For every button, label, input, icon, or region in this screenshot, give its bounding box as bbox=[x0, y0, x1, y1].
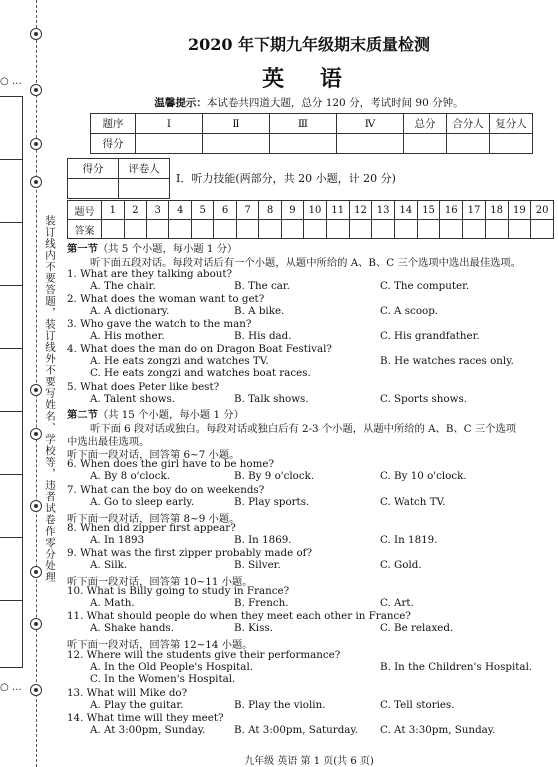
question-stem: 8. When did zipper first appear? bbox=[67, 522, 236, 534]
binding-hole-icon bbox=[30, 176, 42, 188]
exam-tip bbox=[64, 95, 554, 110]
question-number-cell: 11 bbox=[326, 201, 349, 220]
answer-cell[interactable] bbox=[102, 220, 124, 239]
option-c[interactable]: C. Sports shows. bbox=[380, 393, 468, 405]
option-a[interactable]: A. In the Old People's Hospital. bbox=[90, 661, 254, 673]
question-stem: 13. What will Mike do? bbox=[67, 687, 188, 699]
section1-instruction: 听下面五段对话。每段对话后有一个小题，从题中所给的 A、B、C 三个选项中选出最佳选项。 bbox=[90, 257, 522, 269]
question-stem: 7. What can the boy do on weekends? bbox=[67, 484, 265, 496]
question-number-cell: 17 bbox=[463, 201, 486, 220]
option-a[interactable]: A. Go to sleep early. bbox=[90, 496, 195, 508]
score-header: 合分人 bbox=[447, 114, 490, 134]
subject-title: 英 语 bbox=[262, 66, 356, 92]
option-c[interactable]: C. By 10 o'clock. bbox=[380, 470, 467, 482]
section2-note: （共 15 个小题，每小题 1 分） bbox=[97, 409, 244, 421]
answer-cell[interactable] bbox=[214, 220, 236, 239]
question-number-cell: 13 bbox=[372, 201, 395, 220]
question-stem: 4. What does the man do on Dragon Boat Festival? bbox=[67, 343, 332, 355]
question-number-cell: 9 bbox=[281, 201, 303, 220]
question-number-cell: 12 bbox=[349, 201, 372, 220]
answer-cell[interactable] bbox=[531, 220, 554, 239]
option-a[interactable]: A. In 1893 bbox=[90, 534, 145, 546]
binding-margin bbox=[0, 0, 62, 767]
score-table bbox=[90, 113, 533, 154]
option-a[interactable]: A. Play the guitar. bbox=[90, 699, 184, 711]
answer-cell[interactable] bbox=[349, 220, 372, 239]
option-b[interactable]: B. A bike. bbox=[234, 305, 285, 317]
option-b[interactable]: B. The car. bbox=[234, 280, 290, 292]
option-c[interactable]: C. Be relaxed. bbox=[380, 622, 454, 634]
answer-table bbox=[67, 200, 554, 239]
answer-cell[interactable] bbox=[463, 220, 486, 239]
margin-dots-bottom: ○ … bbox=[0, 682, 22, 693]
section2-instruction: 听下面 6 段对话或独白。每段对话或独白后有 2-3 个小题，从题中所给的 A、B、C 三个选项 bbox=[90, 423, 517, 435]
grader-table bbox=[67, 158, 170, 199]
section1-note: （共 5 个小题，每小题 1 分） bbox=[97, 243, 238, 255]
score-cell[interactable] bbox=[490, 134, 533, 154]
option-b[interactable]: B. He watches races only. bbox=[380, 355, 514, 367]
score-cell[interactable] bbox=[337, 134, 404, 154]
option-c[interactable]: C. At 3:30pm, Sunday. bbox=[380, 724, 496, 736]
grader-label: 评卷人 bbox=[119, 159, 170, 179]
binding-hole-icon bbox=[30, 684, 42, 696]
option-c[interactable]: C. In the Women's Hospital. bbox=[90, 673, 236, 685]
section2-heading bbox=[67, 406, 244, 421]
option-a[interactable]: A. Math. bbox=[90, 597, 135, 609]
margin-info-box bbox=[0, 96, 23, 668]
part1-heading: Ⅰ．听力技能(两部分，共 20 小题，计 20 分) bbox=[176, 172, 396, 185]
question-stem: 6. When does the girl have to be home? bbox=[67, 458, 274, 470]
question-number-cell: 8 bbox=[259, 201, 281, 220]
option-a[interactable]: A. By 8 o'clock. bbox=[90, 470, 171, 482]
binding-warning: 装订线内不要答题，装订线外不要写姓名、学校等，违者试卷作零分处理 bbox=[44, 215, 56, 583]
margin-dots-top: ○ … bbox=[0, 76, 22, 87]
score-header: Ⅰ bbox=[136, 114, 203, 134]
option-b[interactable]: B. At 3:00pm, Saturday. bbox=[234, 724, 359, 736]
question-number-cell: 6 bbox=[214, 201, 236, 220]
option-b[interactable]: B. In 1869. bbox=[234, 534, 292, 546]
option-a[interactable]: A. Silk. bbox=[90, 559, 128, 571]
question-stem: 2. What does the woman want to get? bbox=[67, 293, 265, 305]
answer-cell[interactable] bbox=[191, 220, 213, 239]
option-a[interactable]: A. He eats zongzi and watches TV. bbox=[90, 355, 269, 367]
option-b[interactable]: B. Talk shows. bbox=[234, 393, 309, 405]
option-c[interactable]: C. Tell stories. bbox=[380, 699, 455, 711]
score-header: Ⅳ bbox=[337, 114, 404, 134]
score-header: 复分人 bbox=[490, 114, 533, 134]
option-a[interactable]: A. A dictionary. bbox=[90, 305, 170, 317]
question-number-cell: 4 bbox=[169, 201, 191, 220]
question-number-cell: 7 bbox=[236, 201, 258, 220]
section2-title: 第二节 bbox=[67, 409, 98, 421]
binding-hole-icon bbox=[30, 138, 42, 150]
option-c[interactable]: C. He eats zongzi and watches boat races. bbox=[90, 367, 311, 379]
score-header: Ⅲ bbox=[270, 114, 337, 134]
answer-cell[interactable] bbox=[124, 220, 146, 239]
option-a[interactable]: A. Shake hands. bbox=[90, 622, 174, 634]
exam-title: 2020 年下期九年级期末质量检测 bbox=[187, 35, 431, 54]
section2-instruction-cont: 中选出最佳选项。 bbox=[67, 436, 150, 448]
question-stem: 1. What are they talking about? bbox=[67, 268, 233, 280]
question-number-cell: 18 bbox=[485, 201, 508, 220]
binding-hole-icon bbox=[30, 618, 42, 630]
question-number-cell: 14 bbox=[395, 201, 418, 220]
option-c[interactable]: C. Gold. bbox=[380, 559, 422, 571]
option-b[interactable]: B. French. bbox=[234, 597, 289, 609]
option-a[interactable]: A. His mother. bbox=[90, 330, 165, 342]
answer-cell[interactable] bbox=[147, 220, 169, 239]
question-number-cell: 20 bbox=[531, 201, 554, 220]
option-c[interactable]: C. His grandfather. bbox=[380, 330, 480, 342]
listening-cue: 听下面一段对话，回答第 8~9 小题。 bbox=[67, 513, 240, 525]
option-c[interactable]: C. In 1819. bbox=[380, 534, 438, 546]
binding-hole-icon bbox=[30, 28, 42, 40]
question-stem: 5. What does Peter like best? bbox=[67, 381, 220, 393]
score-header: Ⅱ bbox=[203, 114, 270, 134]
listening-cue: 听下面一段对话，回答第 6~7 小题。 bbox=[67, 449, 240, 461]
answer-cell[interactable] bbox=[508, 220, 531, 239]
binding-hole-icon bbox=[30, 84, 42, 96]
option-b[interactable]: B. Play the violin. bbox=[234, 699, 326, 711]
answer-row-label: 题号 bbox=[68, 201, 102, 220]
question-number-cell: 10 bbox=[304, 201, 327, 220]
option-a[interactable]: A. The chair. bbox=[90, 280, 156, 292]
option-b[interactable]: B. By 9 o'clock. bbox=[234, 470, 315, 482]
answer-row-label: 答案 bbox=[68, 220, 102, 239]
answer-cell[interactable] bbox=[372, 220, 395, 239]
option-a[interactable]: A. At 3:00pm, Sunday. bbox=[90, 724, 206, 736]
question-stem: 14. What time will they meet? bbox=[67, 712, 224, 724]
answer-cell[interactable] bbox=[304, 220, 327, 239]
grader-cell[interactable] bbox=[68, 179, 119, 199]
option-c[interactable]: C. The computer. bbox=[380, 280, 470, 292]
binding-hole-icon bbox=[30, 566, 42, 578]
tip-label: 温馨提示： bbox=[154, 97, 207, 109]
option-c[interactable]: C. Watch TV. bbox=[380, 496, 446, 508]
option-b[interactable]: B. Kiss. bbox=[234, 622, 273, 634]
score-row-label: 得分 bbox=[91, 134, 136, 154]
question-number-cell: 5 bbox=[191, 201, 213, 220]
question-number-cell: 3 bbox=[147, 201, 169, 220]
page-footer: 九年级 英语 第 1 页(共 6 页) bbox=[244, 756, 374, 767]
option-b[interactable]: B. In the Children's Hospital. bbox=[380, 661, 533, 673]
section1-heading bbox=[67, 240, 237, 255]
grader-label: 得分 bbox=[68, 159, 119, 179]
answer-cell[interactable] bbox=[259, 220, 281, 239]
answer-cell[interactable] bbox=[281, 220, 303, 239]
question-stem: 10. What is Billy going to study in France? bbox=[67, 585, 290, 597]
answer-cell[interactable] bbox=[395, 220, 418, 239]
answer-cell[interactable] bbox=[440, 220, 463, 239]
binding-hole-icon bbox=[30, 428, 42, 440]
section1-title: 第一节 bbox=[67, 243, 98, 255]
question-stem: 9. What was the first zipper probably made of? bbox=[67, 547, 312, 559]
question-number-cell: 16 bbox=[440, 201, 463, 220]
answer-cell[interactable] bbox=[326, 220, 349, 239]
question-number-cell: 19 bbox=[508, 201, 531, 220]
tip-text: 本试卷共四道大题，总分 120 分，考试时间 90 分钟。 bbox=[206, 97, 464, 109]
score-cell[interactable] bbox=[203, 134, 270, 154]
answer-cell[interactable] bbox=[236, 220, 258, 239]
question-stem: 11. What should people do when they meet each other in France? bbox=[67, 610, 411, 622]
option-b[interactable]: B. Play sports. bbox=[234, 496, 310, 508]
option-c[interactable]: C. A scoop. bbox=[380, 305, 439, 317]
question-number-cell: 2 bbox=[124, 201, 146, 220]
option-b[interactable]: B. Silver. bbox=[234, 559, 281, 571]
listening-cue: 听下面一段对话，回答第 12~14 小题。 bbox=[67, 639, 253, 651]
answer-cell[interactable] bbox=[417, 220, 440, 239]
question-stem: 12. Where will the students give their performance? bbox=[67, 649, 341, 661]
score-cell[interactable] bbox=[447, 134, 490, 154]
question-number-cell: 15 bbox=[417, 201, 440, 220]
answer-cell[interactable] bbox=[169, 220, 191, 239]
score-cell[interactable] bbox=[270, 134, 337, 154]
score-header: 题序 bbox=[91, 114, 136, 134]
option-c[interactable]: C. Art. bbox=[380, 597, 414, 609]
option-b[interactable]: B. His dad. bbox=[234, 330, 292, 342]
grader-cell[interactable] bbox=[119, 179, 170, 199]
binding-hole-icon bbox=[30, 384, 42, 396]
answer-cell[interactable] bbox=[485, 220, 508, 239]
binding-hole-icon bbox=[30, 500, 42, 512]
listening-cue: 听下面一段对话，回答第 10~11 小题。 bbox=[67, 576, 253, 588]
option-a[interactable]: A. Talent shows. bbox=[90, 393, 176, 405]
score-cell[interactable] bbox=[404, 134, 447, 154]
question-stem: 3. Who gave the watch to the man? bbox=[67, 318, 252, 330]
score-header: 总分 bbox=[404, 114, 447, 134]
question-number-cell: 1 bbox=[102, 201, 124, 220]
score-cell[interactable] bbox=[136, 134, 203, 154]
